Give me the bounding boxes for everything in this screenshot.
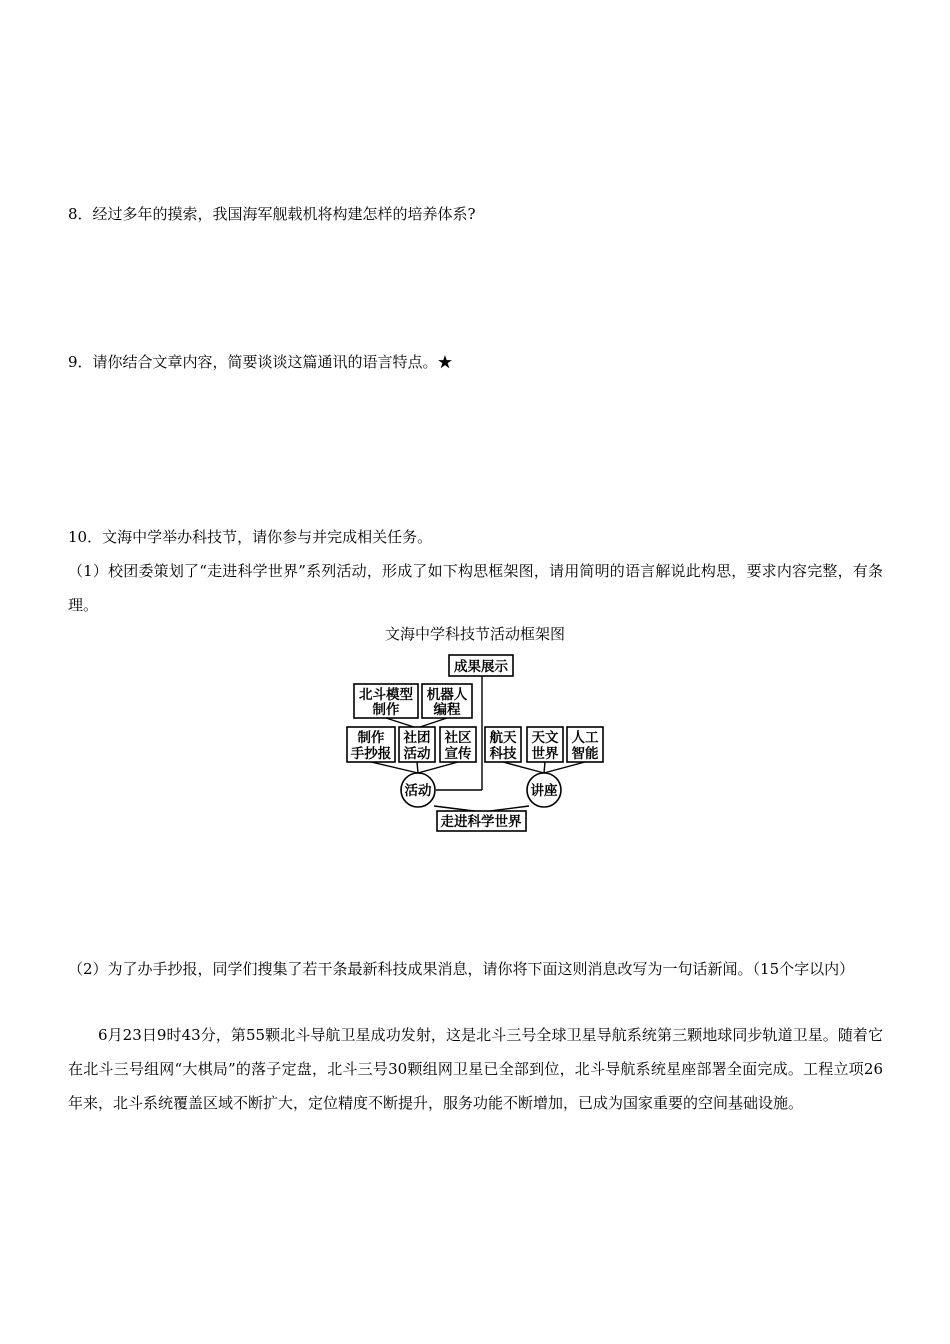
node-club-activity-line2: 活动 bbox=[403, 746, 431, 762]
node-lecture-label: 讲座 bbox=[530, 783, 558, 799]
connector bbox=[418, 762, 458, 773]
connector bbox=[417, 762, 418, 773]
node-astronomy-line2: 世界 bbox=[531, 746, 559, 762]
node-beidou-model-line1: 北斗模型 bbox=[359, 687, 413, 703]
node-beidou-model-line2: 制作 bbox=[372, 702, 400, 718]
connector bbox=[503, 762, 544, 773]
question-10-part-2: （2）为了办手抄报，同学们搜集了若干条最新科技成果消息，请你将下面这则消息改写为一句话新闻。（15个字以内） bbox=[68, 960, 855, 978]
node-robot-programming-line2: 编程 bbox=[433, 702, 461, 718]
node-result-display-label: 成果展示 bbox=[454, 659, 508, 675]
node-astronomy-line1: 天文 bbox=[531, 730, 559, 746]
node-root-label: 走进科学世界 bbox=[440, 814, 522, 830]
news-passage: 6月23日9时43分，第55颗北斗导航卫星成功发射，这是北斗三号全球卫星导航系统第三颗地球同步轨道卫星。随着它在北斗三号组网“大棋局”的落子定盘，北斗三号30颗组网卫星已全部到位，北斗导航系统星座部署全面完成。工程立项26年来，北斗系统覆盖区域不断扩大，定位精度不断提升，服务功能不断增加，已成为国家重要的空间基础设施。 bbox=[68, 1026, 883, 1112]
node-aerospace-line2: 科技 bbox=[489, 746, 517, 762]
connector bbox=[544, 762, 585, 773]
node-artificial-intelligence-line1: 人工 bbox=[571, 730, 599, 746]
node-handcopy-newspaper-line1: 制作 bbox=[357, 730, 385, 746]
node-community-promotion-line1: 社区 bbox=[444, 730, 472, 746]
connector bbox=[371, 762, 418, 773]
node-handcopy-newspaper-line2: 手抄报 bbox=[350, 746, 392, 762]
node-activity-label: 活动 bbox=[404, 783, 432, 799]
connector bbox=[544, 762, 545, 773]
node-club-activity-line1: 社团 bbox=[403, 730, 431, 746]
node-robot-programming-line1: 机器人 bbox=[426, 687, 468, 703]
question-10-title: 10．文海中学举办科技节，请你参与并完成相关任务。 bbox=[68, 528, 433, 546]
node-community-promotion-line2: 宣传 bbox=[444, 746, 472, 762]
node-artificial-intelligence-line2: 智能 bbox=[571, 746, 599, 762]
node-aerospace-line1: 航天 bbox=[489, 730, 517, 746]
question-10-part-1: （1）校团委策划了“走进科学世界”系列活动，形成了如下构思框架图，请用简明的语言解说此构思，要求内容完整，有条理。 bbox=[68, 562, 883, 614]
diagram-title: 文海中学科技节活动框架图 bbox=[384, 625, 565, 643]
question-8: 8．经过多年的摸索，我国海军舰载机将构建怎样的培养体系? bbox=[68, 205, 476, 223]
question-9: 9．请你结合文章内容，简要谈谈这篇通讯的语言特点。★ bbox=[68, 353, 453, 371]
